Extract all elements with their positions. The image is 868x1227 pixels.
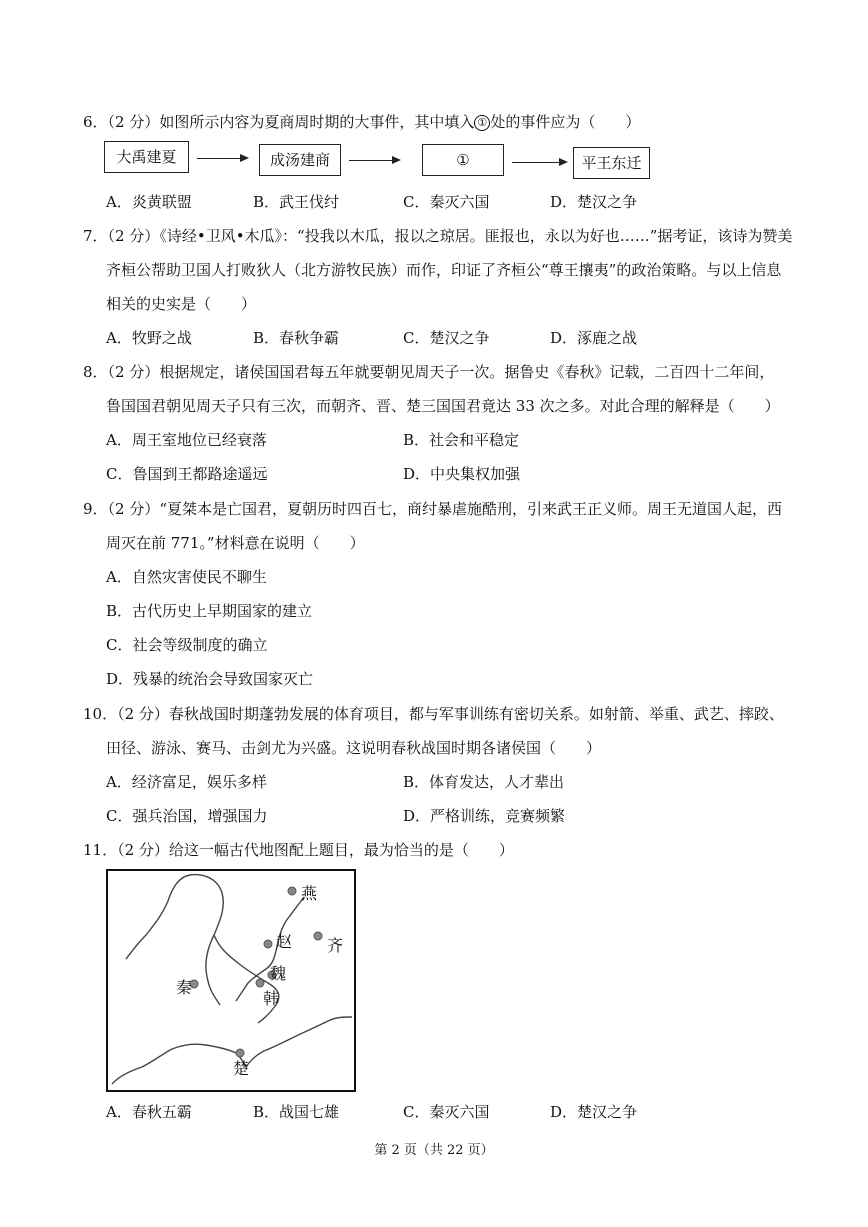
q8-option-c[interactable]: C．鲁国到王都路途遥远 <box>106 465 268 483</box>
flow-box-1: 大禹建夏 <box>104 141 189 173</box>
q6-option-c[interactable]: C．秦灭六国 <box>403 193 490 211</box>
q11-option-d[interactable]: D．楚汉之争 <box>550 1103 638 1121</box>
q10-option-c[interactable]: C．强兵治国，增强国力 <box>106 807 268 825</box>
question-8-line-1: 8．（2 分）根据规定，诸侯国国君每五年就要朝见周天子一次。据鲁史《春秋》记载，二百四十二年间， <box>83 363 775 381</box>
map-label-qi: 齐 <box>327 936 344 955</box>
q11-option-b[interactable]: B．战国七雄 <box>253 1103 340 1121</box>
q8-option-a[interactable]: A．周王室地位已经衰落 <box>106 431 267 449</box>
q8-option-b[interactable]: B．社会和平稳定 <box>403 431 520 449</box>
question-7-line-2: 齐桓公帮助卫国人打败狄人（北方游牧民族）而作，印证了齐桓公“尊王攘夷”的政治策略。与以上信息 <box>106 261 782 279</box>
question-6-text-b: 处的事件应为（ ） <box>490 113 641 131</box>
question-8-line-2: 鲁国国君朝见周天子只有三次，而朝齐、晋、楚三国国君竟达 33 次之多。对此合理的解释是（ ） <box>106 397 780 415</box>
q6-option-b[interactable]: B．武王伐纣 <box>253 193 340 211</box>
question-9-line-1: 9．（2 分）“夏桀本是亡国君，夏朝历时四百七，商纣暴虐施酷刑，引来武王正义师。周王无道国人起，西 <box>83 500 783 518</box>
ancient-map <box>106 869 356 1092</box>
q9-option-a[interactable]: A．自然灾害使民不聊生 <box>106 568 267 586</box>
q10-option-b[interactable]: B．体育发达，人才辈出 <box>403 773 565 791</box>
q9-option-d[interactable]: D．残暴的统治会导致国家灭亡 <box>106 670 314 688</box>
question-11-stem: 11．（2 分）给这一幅古代地图配上题目，最为恰当的是（ ） <box>83 841 514 859</box>
flow-arrow-1 <box>197 158 247 159</box>
q6-option-a[interactable]: A．炎黄联盟 <box>106 193 192 211</box>
q11-option-a[interactable]: A．春秋五霸 <box>106 1103 192 1121</box>
map-label-wei: 魏 <box>270 964 287 983</box>
flow-box-4: 平王东迁 <box>573 147 650 179</box>
question-10-line-1: 10．（2 分）春秋战国时期蓬勃发展的体育项目，都与军事训练有密切关系。如射箭、举重、武艺、摔跤、 <box>83 705 784 723</box>
question-6-text-a: 6．（2 分）如图所示内容为夏商周时期的大事件，其中填入 <box>83 113 475 131</box>
map-label-qin: 秦 <box>176 978 193 997</box>
q7-option-a[interactable]: A．牧野之战 <box>106 329 192 347</box>
question-9-line-2: 周灭在前 771。”材料意在说明（ ） <box>106 534 365 552</box>
flow-box-3: ① <box>422 144 504 176</box>
map-label-chu: 楚 <box>233 1059 250 1078</box>
q7-option-c[interactable]: C．楚汉之争 <box>403 329 490 347</box>
map-label-han: 韩 <box>263 989 280 1008</box>
q7-option-b[interactable]: B．春秋争霸 <box>253 329 340 347</box>
q10-option-d[interactable]: D．严格训练，竞赛频繁 <box>403 807 566 825</box>
q9-option-b[interactable]: B．古代历史上早期国家的建立 <box>106 602 313 620</box>
q7-option-d[interactable]: D．涿鹿之战 <box>550 329 638 347</box>
flow-arrow-2 <box>349 160 399 161</box>
q11-option-c[interactable]: C．秦灭六国 <box>403 1103 490 1121</box>
question-6-stem <box>83 111 640 132</box>
question-10-line-2: 田径、游泳、赛马、击剑尤为兴盛。这说明春秋战国时期各诸侯国（ ） <box>106 739 602 757</box>
map-rivers <box>108 871 354 1090</box>
page-footer: 第 2 页（共 22 页） <box>374 1143 494 1158</box>
question-7-line-3: 相关的史实是（ ） <box>106 295 257 313</box>
q6-option-d[interactable]: D．楚汉之争 <box>550 193 638 211</box>
flow-arrow-3 <box>512 162 566 163</box>
flow-box-2: 成汤建商 <box>259 144 341 176</box>
q8-option-d[interactable]: D．中央集权加强 <box>403 465 521 483</box>
q9-option-c[interactable]: C．社会等级制度的确立 <box>106 636 268 654</box>
map-label-zhao: 赵 <box>276 932 293 951</box>
question-7-line-1: 7．（2 分）《诗经•卫风•木瓜》：“投我以木瓜，报以之琼居。匪报也，永以为好也……”据考证，该诗为赞美 <box>83 227 793 245</box>
q10-option-a[interactable]: A．经济富足，娱乐多样 <box>106 773 267 791</box>
circled-one-mark: ① <box>474 115 490 131</box>
map-label-yan: 燕 <box>301 884 318 903</box>
